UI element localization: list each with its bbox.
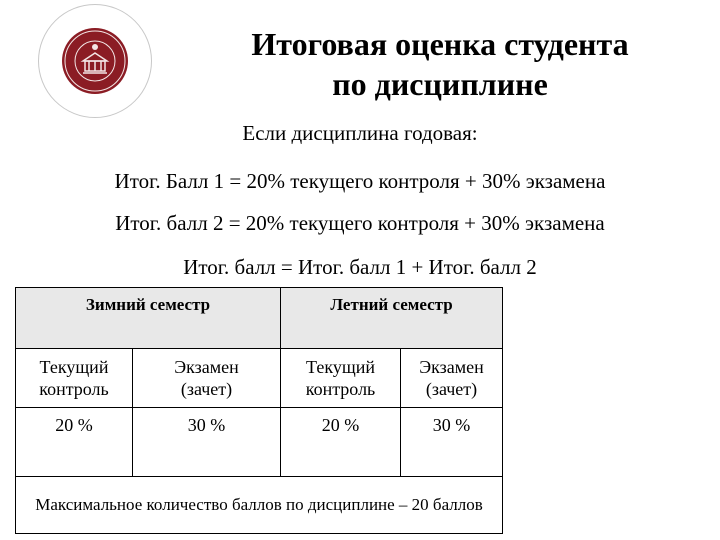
column-header-line: Текущий <box>306 357 375 377</box>
percent-cell: 30 % <box>133 408 281 477</box>
column-header-line: (зачет) <box>425 379 478 399</box>
semester-row <box>16 288 503 349</box>
column-header-line: Экзамен <box>174 357 239 377</box>
note-row <box>16 477 503 534</box>
column-header-line: контроль <box>39 379 109 399</box>
column-header-line: контроль <box>305 379 376 399</box>
column-header <box>16 349 133 408</box>
formula-1: Итог. Балл 1 = 20% текущего контроля + 30% экзамена <box>114 169 606 193</box>
page-title <box>170 24 710 104</box>
formula-total: Итог. балл = Итог. балл 1 + Итог. балл 2 <box>183 255 537 279</box>
title-line-2: по дисциплине <box>332 66 548 102</box>
max-score-note: Максимальное количество баллов по дисциплине – 20 баллов <box>16 477 503 534</box>
column-header-row <box>16 349 503 408</box>
column-header <box>401 349 503 408</box>
column-header-line: Текущий <box>39 357 109 377</box>
percent-row <box>16 408 503 477</box>
winter-semester-header: Зимний семестр <box>16 288 281 349</box>
title-line-1: Итоговая оценка студента <box>251 26 629 62</box>
column-header-line: Экзамен <box>419 357 484 377</box>
percent-cell: 20 % <box>281 408 401 477</box>
subtitle: Если дисциплина годовая: <box>242 121 478 145</box>
percent-cell: 30 % <box>401 408 503 477</box>
column-header-line: (зачет) <box>180 379 233 399</box>
grade-table <box>15 287 503 534</box>
formula-2: Итог. балл 2 = 20% текущего контроля + 30% экзамена <box>115 211 605 235</box>
university-logo <box>38 4 152 118</box>
summer-semester-header: Летний семестр <box>281 288 503 349</box>
percent-cell: 20 % <box>16 408 133 477</box>
column-header <box>281 349 401 408</box>
column-header <box>133 349 281 408</box>
university-seal-icon <box>39 5 151 117</box>
